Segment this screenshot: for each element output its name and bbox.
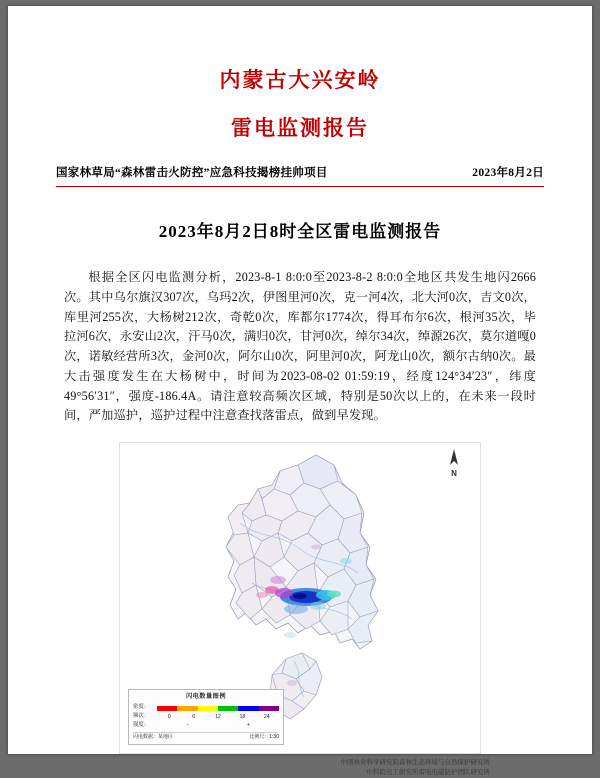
legend-swatch xyxy=(198,706,218,711)
map-legend xyxy=(128,689,284,745)
legend-intensity-label: 强度： xyxy=(133,722,150,729)
document-page xyxy=(8,6,592,776)
report-heading: 2023年8月2日8时全区雷电监测报告 xyxy=(158,222,442,241)
legend-tick: 6 xyxy=(192,713,195,720)
document-content xyxy=(8,64,592,778)
document-date: 2023年8月2日 xyxy=(472,167,544,179)
legend-density-swatches xyxy=(157,706,279,711)
north-label: N xyxy=(451,469,457,479)
legend-tick: 24 xyxy=(264,713,270,720)
legend-tick: 0 xyxy=(167,713,171,720)
legend-tick: - xyxy=(186,722,189,729)
legend-swatch xyxy=(157,706,177,711)
legend-density-row xyxy=(133,704,279,712)
legend-frequency-row xyxy=(133,713,279,721)
legend-tick: 18 xyxy=(239,713,246,720)
legend-tick: + xyxy=(247,722,250,729)
credits-line-2: 中科院电工研究所雷电电磁防护团队研究所 xyxy=(366,768,490,776)
legend-swatch xyxy=(177,706,197,711)
legend-density-label: 密度： xyxy=(133,704,150,711)
legend-tick: 12 xyxy=(215,713,221,720)
legend-intensity-ticks xyxy=(157,722,279,729)
legend-intensity-row xyxy=(133,722,279,730)
legend-swatch xyxy=(259,706,279,711)
north-arrow-icon xyxy=(446,449,462,478)
project-label: 国家林草局“森林雷击火防控”应急科技揭榜挂帅项目 xyxy=(56,167,328,179)
report-body-text: 根据全区闪电监测分析，2023-8-1 8:0:0至2023-8-2 8:0:0全地区共发生地闪2666次。其中乌尔旗汉307次，乌玛2次，伊图里河0次，克一河4次，北大河0次，吉文0次，库里河255次，大杨树212次，奇乾0次，库都尔1774次，得耳布尔6次，根河35次，毕拉河6次，永安山2次，汗马0次，满归0次，甘河0次，绰尔34次，绰源26次，莫尔道嘎0次，诺敏经营所3次，金河0次，阿尔山0次，阿里河0次，阿龙山0次，额尔古纳0次。最大击强度发生在大杨树中，时间为2023-08-02 01:59:19，经度124°34′23″，纬度49°56′31″，强度-186.4A。请注意较高频次区域，特别是50次以上的，在未来一段时间，严加巡护，巡护过程中注意查找落雷点，做到早发现。 xyxy=(64,270,536,423)
legend-frequency-ticks xyxy=(157,714,279,721)
document-title-line1: 内蒙古大兴安岭 xyxy=(219,68,381,92)
lightning-density-map xyxy=(119,442,481,754)
legend-frequency-label: 频次： xyxy=(133,713,150,720)
legend-footer xyxy=(133,732,279,741)
legend-footer-left: 闪电数据：某地区 xyxy=(133,733,174,740)
map-credits xyxy=(54,758,546,778)
legend-title: 闪电数量图例 xyxy=(185,693,227,701)
legend-footer-right: 比例尺：1:30 xyxy=(249,733,279,740)
document-meta-row xyxy=(54,164,546,180)
legend-swatch xyxy=(238,706,258,711)
document-title-line2: 雷电监测报告 xyxy=(231,116,369,140)
credits-line-1: 中国林业科学研究院森林生态环境与自然保护研究所 xyxy=(340,759,490,767)
legend-swatch xyxy=(218,706,238,711)
header-divider xyxy=(56,186,544,187)
